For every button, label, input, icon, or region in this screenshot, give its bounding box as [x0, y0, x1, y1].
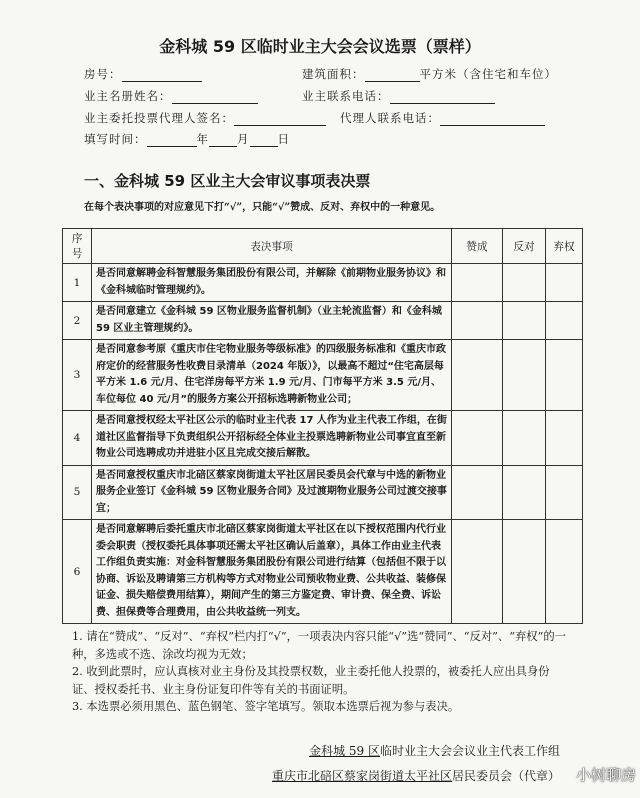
- owner-phone-blank[interactable]: [390, 91, 495, 104]
- proxy-sign-blank[interactable]: [234, 113, 326, 126]
- proxy-phone-field[interactable]: [340, 110, 545, 126]
- table-row: [63, 340, 583, 411]
- row-item: 是否同意建立《金科城 59 区物业服务监督机制》（业主轮流监督）和《金科城 59 区业主管理规约》。: [92, 302, 452, 340]
- day-blank[interactable]: [250, 134, 278, 147]
- abstain-cell[interactable]: [546, 411, 583, 466]
- signature-2-rest: 居民委员会（代章）: [451, 769, 560, 783]
- month-label: 月: [237, 132, 250, 146]
- abstain-cell[interactable]: [546, 302, 583, 340]
- signature-1-underlined: 金科城 59 区: [309, 744, 380, 758]
- area-field[interactable]: [302, 66, 557, 82]
- row-no: 6: [63, 520, 92, 624]
- approve-cell[interactable]: [452, 302, 503, 340]
- note-2: 2. 收到此票时，应认真核对业主身份及其投票权数，业主委托他人投票的，被委托人应出具身份证、授权委托书、业主身份证复印件等有关的书面证明。: [72, 665, 550, 696]
- room-field[interactable]: [84, 66, 202, 82]
- month-blank[interactable]: [209, 134, 237, 147]
- owner-name-blank[interactable]: [172, 91, 258, 104]
- abstain-cell[interactable]: [546, 520, 583, 624]
- proxy-sign-label: 业主委托投票代理人签名：: [84, 111, 234, 125]
- abstain-cell[interactable]: [546, 340, 583, 411]
- year-blank[interactable]: [147, 134, 197, 147]
- row-item: 是否同意解聘后委托重庆市北碚区蔡家岗街道太平社区在以下授权范围内代行业委会职责（授权委托具体事项还需太平社区确认后盖章），具体工作由业主代表工作组负责实施：对金科智慧服务集团股份有限公司进行结算（包括但不限于以协商、诉讼及聘请第三方机构等方式对物业公司预收物业费、公共收益、装修保证金、损失赔偿费用结算），期间产生的第三方鉴定费、审计费、保全费、诉讼费、担保费等合理费用，由公共收益统一列支。: [92, 520, 452, 624]
- owner-phone-label: 业主联系电话：: [302, 89, 390, 103]
- approve-cell[interactable]: [452, 264, 503, 302]
- room-label: 房号：: [84, 67, 122, 81]
- oppose-cell[interactable]: [503, 411, 546, 466]
- table-row: [63, 520, 583, 624]
- area-blank[interactable]: [365, 69, 420, 82]
- table-header: [63, 229, 583, 264]
- oppose-cell[interactable]: [503, 264, 546, 302]
- table-row: [63, 465, 583, 520]
- proxy-sign-field[interactable]: [84, 110, 326, 126]
- vote-instruction: 在每个表决事项的对应意见下打“√”，只能“√”赞成、反对、弃权中的一种意见。: [84, 202, 441, 213]
- year-label: 年: [196, 132, 209, 146]
- section-title: 一、金科城 59 区业主大会审议事项表决票: [84, 172, 371, 190]
- area-label: 建筑面积：: [302, 67, 365, 81]
- notes: [72, 628, 572, 716]
- row-item: 是否同意授权经太平社区公示的临时业主代表 17 人作为业主代表工作组，在街道社区监督指导下负责组织公开招标经全体业主投票选聘新物业公司事宜直至新物业公司选聘成功并进驻小区且完成交接后解散。: [92, 411, 452, 466]
- signature-2-underlined: 重庆市北碚区蔡家岗街道太平社区: [271, 769, 452, 783]
- oppose-cell[interactable]: [503, 465, 546, 520]
- room-blank[interactable]: [122, 69, 202, 82]
- owner-phone-field[interactable]: [302, 88, 495, 104]
- row-no: 3: [63, 340, 92, 411]
- proxy-phone-blank[interactable]: [440, 113, 545, 126]
- header-item: 表决事项: [92, 229, 452, 264]
- note-3: 3. 本选票必须用黑色、蓝色钢笔、签字笔填写。领取本选票后视为参与表决。: [72, 700, 460, 713]
- signature-1-rest: 临时业主大会会议业主代表工作组: [379, 744, 560, 758]
- approve-cell[interactable]: [452, 411, 503, 466]
- header-oppose: 反对: [503, 229, 546, 264]
- row-item: 是否同意解聘金科智慧服务集团股份有限公司，并解除《前期物业服务协议》和《金科城临时管理规约》。: [92, 264, 452, 302]
- row-item: 是否同意参考原《重庆市住宅物业服务等级标准》的四级服务标准和《重庆市政府定价的经营服务性收费目录清单（2024 年版）》，以最高不超过“住宅高层每平方米 1.6 元/月、住宅洋房每平方米 1.9 元/月、门市每平方米 3.5 元/月、车位每位 40 元/月”的服务方案公开招标选聘新物业公司；: [92, 340, 452, 411]
- header-approve: 赞成: [452, 229, 503, 264]
- day-label: 日: [277, 132, 290, 146]
- header-abstain: 弃权: [546, 229, 583, 264]
- date-label: 填写时间：: [84, 132, 147, 146]
- row-no: 2: [63, 302, 92, 340]
- row-no: 1: [63, 264, 92, 302]
- header-no: 序号: [63, 229, 92, 264]
- row-no: 5: [63, 465, 92, 520]
- table-row: [63, 264, 583, 302]
- row-no: 4: [63, 411, 92, 466]
- oppose-cell[interactable]: [503, 520, 546, 624]
- proxy-phone-label: 代理人联系电话：: [340, 111, 440, 125]
- oppose-cell[interactable]: [503, 302, 546, 340]
- vote-table: [62, 228, 583, 624]
- watermark: 小树聊房: [575, 766, 636, 784]
- owner-name-field[interactable]: [84, 88, 258, 104]
- abstain-cell[interactable]: [546, 264, 583, 302]
- approve-cell[interactable]: [452, 520, 503, 624]
- area-unit: 平方米（含住宅和车位）: [419, 67, 557, 81]
- owner-name-label: 业主名册姓名：: [84, 89, 172, 103]
- ballot-title: 金科城 59 区临时业主大会会议选票（票样）: [159, 37, 481, 56]
- signature-committee: [272, 767, 560, 784]
- table-row: [63, 411, 583, 466]
- note-1: 1. 请在“赞成”、“反对”、“弃权”栏内打“√”，一项表决内容只能“√”选“赞同”、“反对”、“弃权”的一种，多选或不选、涂改均视为无效；: [72, 630, 566, 661]
- abstain-cell[interactable]: [546, 465, 583, 520]
- approve-cell[interactable]: [452, 465, 503, 520]
- signature-work-group: [309, 742, 560, 759]
- approve-cell[interactable]: [452, 340, 503, 411]
- table-row: [63, 302, 583, 340]
- row-item: 是否同意授权重庆市北碚区蔡家岗街道太平社区居民委员会代章与中选的新物业服务企业签订《金科城 59 区物业服务合同》及过渡期物业服务公司过渡交接事宜；: [92, 465, 452, 520]
- oppose-cell[interactable]: [503, 340, 546, 411]
- date-field[interactable]: [84, 131, 290, 147]
